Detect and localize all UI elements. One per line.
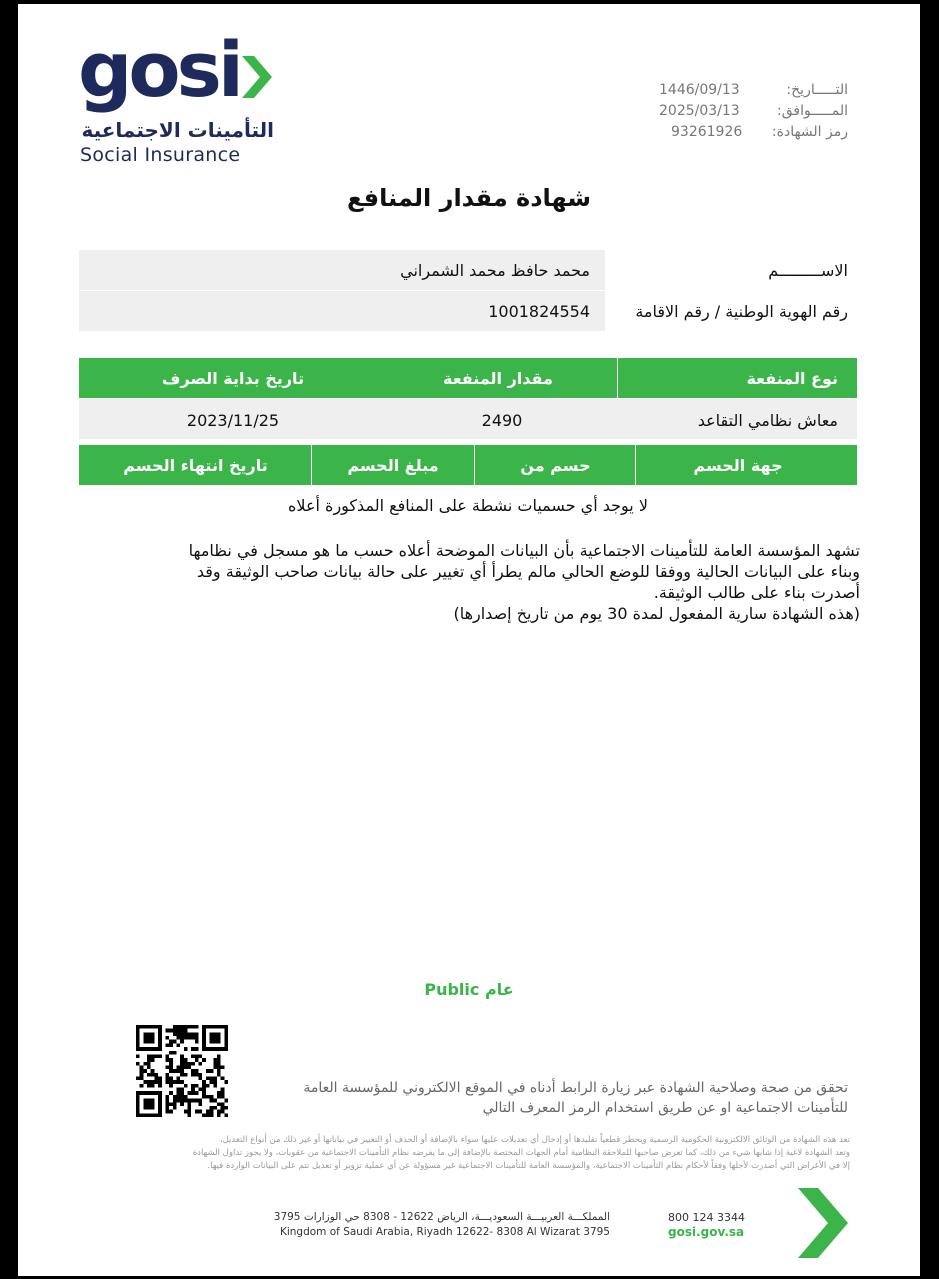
address-arabic: المملكـــة العربيـــة السعوديـــة، الرياض 12622 - 8308 حي الوزارات 3795 — [273, 1211, 610, 1223]
verification-instructions — [248, 1078, 848, 1118]
name-label: الاســـــــــم — [768, 261, 848, 280]
qr-code — [136, 1025, 228, 1117]
benefit-type-cell: معاش نظامي التقاعد — [697, 411, 838, 430]
no-deductions-note: لا يوجد أي حسميات نشطة على المنافع المذكورة أعلاه — [288, 496, 648, 515]
benefit-amount-cell: 2490 — [481, 411, 523, 430]
benefit-type-header: نوع المنفعة — [746, 369, 838, 388]
address-english: Kingdom of Saudi Arabia, Riyadh 12622- 8308 Al Wizarat 3795 — [279, 1226, 610, 1238]
verify-line: تحقق من صحة وصلاحية الشهادة عبر زيارة الرابط أدناه في الموقع الالكتروني للمؤسسة العامة — [303, 1080, 848, 1096]
deduction-amount-header: مبلغ الحسم — [347, 456, 439, 475]
logo-english-text: Social Insurance — [80, 144, 241, 166]
benefit-start-date-cell: 2023/11/25 — [186, 411, 280, 430]
deduction-end-date-header: تاريخ انتهاء الحسم — [123, 456, 268, 475]
benefit-start-date-header: تاريخ بداية الصرف — [161, 369, 305, 388]
id-label: رقم الهوية الوطنية / رقم الاقامة — [635, 302, 848, 321]
deduction-entity-header: جهة الحسم — [693, 456, 783, 475]
classification-label: Public عام — [424, 980, 514, 999]
certification-statement — [88, 540, 860, 624]
date-value: 1446/09/13 — [659, 82, 740, 98]
benefit-amount-header: مقدار المنفعة — [443, 369, 553, 388]
deduction-from-header: حسم من — [520, 456, 591, 475]
disclaimer-line: إلا في الأغراض التي أصدرت لأجلها وفقاً لأحكام نظام التأمينات الاجتماعية، والمؤسسة العامة للتأمينات الاجتماعية غير مسؤولة عن أي عملية تزوير أو تعديل تتم على البيانات الواردة فيها. — [207, 1161, 850, 1171]
website-link[interactable]: gosi.gov.sa — [668, 1225, 745, 1239]
date-label: التـــــاريخ: — [786, 82, 848, 98]
corresponds-label: المـــــوافق: — [777, 103, 848, 119]
cert-code-label: رمز الشهادة: — [771, 124, 848, 140]
gosi-logo-wordmark: gosi — [78, 25, 240, 114]
statement-line: تشهد المؤسسة العامة للتأمينات الاجتماعية بأن البيانات الموضحة أعلاه حسب ما هو مسجل في نظامها — [188, 541, 860, 560]
header-separator — [635, 445, 636, 485]
statement-line: وبناء على البيانات الحالية ووفقا للوضع الحالي مالم يطرأ أي تغيير على حالة بيانات صاحب الوثيقة وقد — [196, 562, 860, 581]
cert-code-value: 93261926 — [671, 124, 743, 140]
header-separator — [474, 445, 475, 485]
phone-number: 800 124 3344 — [668, 1211, 745, 1224]
header-separator — [311, 445, 312, 485]
person-id: 1001824554 — [488, 302, 590, 321]
header-separator — [617, 358, 618, 398]
gosi-chevron-icon — [236, 52, 276, 102]
person-name: محمد حافظ محمد الشمراني — [400, 261, 590, 280]
statement-line: أصدرت بناء على طالب الوثيقة. — [653, 583, 860, 602]
validity-note: (هذه الشهادة سارية المفعول لمدة 30 يوم من تاريخ إصدارها) — [453, 604, 860, 623]
legal-disclaimer — [118, 1134, 850, 1173]
verify-line: للتأمينات الاجتماعية او عن طريق استخدام الرمز المعرف التالي — [482, 1100, 848, 1116]
footer-chevron-icon — [794, 1184, 850, 1262]
certificate-page — [18, 4, 920, 1276]
document-title: شهادة مقدار المنافع — [347, 184, 591, 212]
logo-arabic-text: التأمينات الاجتماعية — [81, 118, 274, 142]
disclaimer-line: وتعد الشهادة لاغية إذا شابها شيء من ذلك، كما تعرض صاحبها للملاحقة النظامية أمام الجهات المختصة بالإضافة إلى ما يفرضه نظام التأمينات الاجتماعية من عقوبات، ولا يجوز تداول الشهادة — [192, 1148, 850, 1158]
corresponds-value: 2025/03/13 — [659, 103, 740, 119]
disclaimer-line: تعد هذه الشهادة من الوثائق الالكترونية الحكومية الرسمية ويحظر قطعياً تقليدها أو إدخال أي تعديلات عليها سواء بالإضافة أو الحذف أو التغيير في بياناتها أو غير ذلك من أنواع التعديل، — [219, 1135, 850, 1145]
